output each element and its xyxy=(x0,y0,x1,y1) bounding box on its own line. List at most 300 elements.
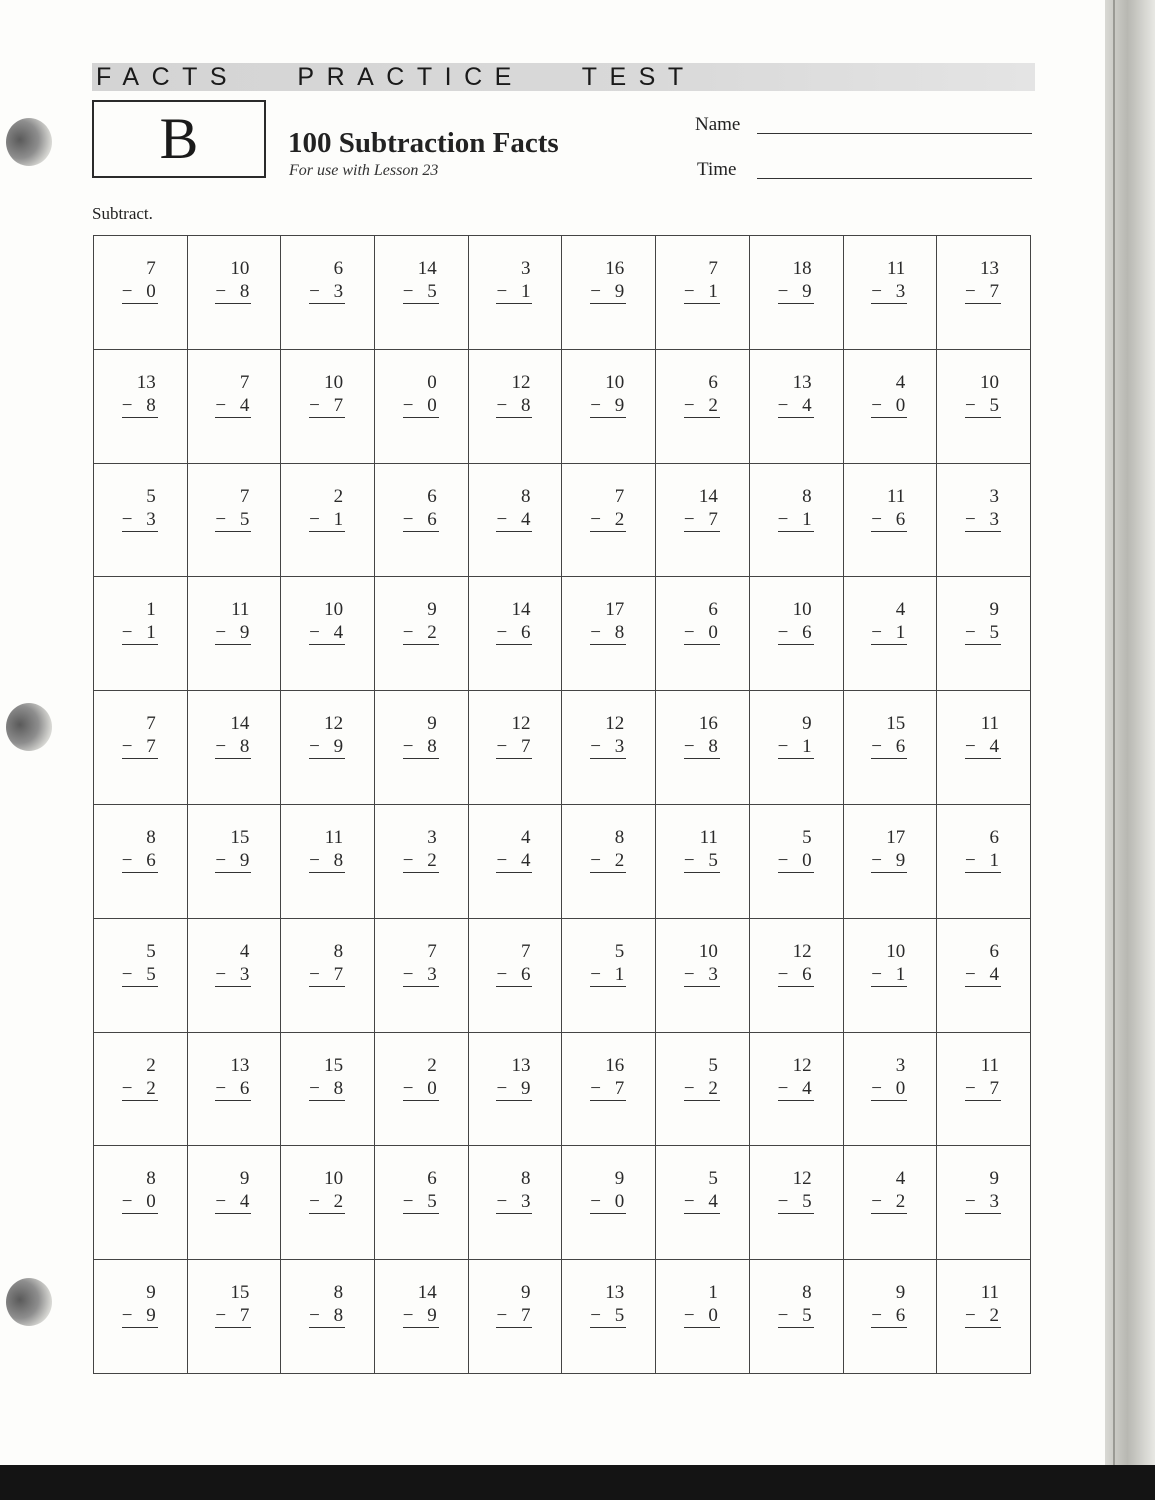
minus-sign: − xyxy=(121,1191,133,1213)
minus-sign: − xyxy=(590,1305,601,1327)
problem-cell[interactable] xyxy=(844,236,938,350)
subtraction-problem xyxy=(403,485,439,532)
problem-cell[interactable] xyxy=(188,919,282,1033)
problem-cell[interactable] xyxy=(281,236,375,350)
subtrahend: 8 xyxy=(146,394,156,416)
subtrahend-line xyxy=(215,395,251,418)
subtraction-problem xyxy=(122,485,158,532)
minus-sign: − xyxy=(777,622,789,644)
minus-sign: − xyxy=(309,1077,320,1099)
minus-sign: − xyxy=(309,963,320,985)
subtrahend: 5 xyxy=(427,1191,437,1213)
subtrahend: 8 xyxy=(427,736,437,758)
problem-cell[interactable] xyxy=(281,350,375,464)
problem-cell[interactable] xyxy=(656,1146,750,1260)
minuend: 1 xyxy=(708,1282,718,1304)
subtrahend-line xyxy=(403,1191,439,1214)
problem-cell[interactable] xyxy=(469,1033,563,1147)
problem-cell[interactable] xyxy=(750,464,844,578)
problem-cell[interactable] xyxy=(281,464,375,578)
subtrahend-line xyxy=(871,736,907,759)
subtrahend: 9 xyxy=(427,1305,437,1327)
minus-sign: − xyxy=(496,1191,508,1213)
problem-cell[interactable] xyxy=(188,350,282,464)
minus-sign: − xyxy=(121,508,133,530)
problem-cell[interactable] xyxy=(562,577,656,691)
problem-cell[interactable] xyxy=(562,691,656,805)
problem-grid xyxy=(93,235,1031,1374)
subtrahend: 6 xyxy=(895,1305,906,1327)
minuend: 6 xyxy=(427,1168,437,1190)
minuend: 7 xyxy=(708,258,718,279)
minus-sign: − xyxy=(777,850,789,871)
subtrahend: 8 xyxy=(333,1305,344,1327)
minuend: 12 xyxy=(324,713,344,735)
problem-cell[interactable] xyxy=(844,691,938,805)
subtrahend-line xyxy=(309,1305,345,1328)
time-field[interactable] xyxy=(757,178,1032,179)
subtrahend-line xyxy=(309,964,345,987)
minuend: 4 xyxy=(239,940,250,962)
subtraction-problem xyxy=(122,598,158,645)
minus-sign: − xyxy=(683,963,695,985)
test-letter-box xyxy=(92,100,266,178)
subtrahend-line xyxy=(403,281,439,304)
minuend: 10 xyxy=(886,940,906,962)
subtrahend-line xyxy=(965,1078,1001,1101)
subtraction-problem xyxy=(590,1281,626,1328)
subtrahend-line xyxy=(122,509,158,532)
subtraction-problem xyxy=(590,940,626,987)
problem-cell[interactable] xyxy=(188,1146,282,1260)
problem-cell[interactable] xyxy=(844,1260,938,1374)
problem-cell[interactable] xyxy=(750,1260,844,1374)
problem-cell[interactable] xyxy=(281,1033,375,1147)
subtrahend-line xyxy=(778,1305,814,1328)
subtrahend: 8 xyxy=(614,622,625,644)
problem-cell[interactable] xyxy=(281,577,375,691)
subtrahend: 8 xyxy=(708,736,718,758)
subtrahend-line xyxy=(496,1078,532,1101)
problem-cell[interactable] xyxy=(656,805,750,919)
problem-cell[interactable] xyxy=(188,805,282,919)
minuend: 0 xyxy=(427,371,437,393)
minus-sign: − xyxy=(496,622,508,644)
subtrahend: 4 xyxy=(239,394,250,416)
problem-cell[interactable] xyxy=(94,919,188,1033)
minuend: 5 xyxy=(802,827,812,848)
minuend: 9 xyxy=(239,1168,250,1190)
minus-sign: − xyxy=(215,963,227,985)
problem-cell[interactable] xyxy=(94,236,188,350)
subtrahend-line xyxy=(215,736,251,759)
problem-cell[interactable] xyxy=(937,805,1031,919)
problem-cell[interactable] xyxy=(750,805,844,919)
problem-cell[interactable] xyxy=(469,919,563,1033)
problem-cell[interactable] xyxy=(656,1033,750,1147)
subtraction-problem xyxy=(590,485,626,532)
subtraction-problem xyxy=(684,257,720,304)
problem-cell[interactable] xyxy=(937,236,1031,350)
minuend: 11 xyxy=(980,713,999,735)
problem-cell[interactable] xyxy=(375,350,469,464)
minus-sign: − xyxy=(777,281,789,302)
subtrahend-line xyxy=(309,281,345,304)
problem-cell[interactable] xyxy=(562,350,656,464)
minuend: 14 xyxy=(230,713,250,735)
subtraction-problem xyxy=(684,712,720,759)
subtraction-problem xyxy=(309,257,345,304)
minuend: 9 xyxy=(989,1168,999,1190)
minuend: 9 xyxy=(614,1168,625,1190)
subtrahend-line xyxy=(309,850,345,873)
subtrahend: 6 xyxy=(146,850,156,871)
minuend: 8 xyxy=(802,485,812,507)
problem-cell[interactable] xyxy=(937,691,1031,805)
subtrahend-line xyxy=(684,736,720,759)
minuend: 3 xyxy=(427,827,437,848)
minus-sign: − xyxy=(496,963,508,985)
problem-cell[interactable] xyxy=(937,919,1031,1033)
minus-sign: − xyxy=(683,1191,695,1213)
minuend: 15 xyxy=(230,827,250,848)
problem-cell[interactable] xyxy=(562,919,656,1033)
minuend: 9 xyxy=(802,713,812,735)
problem-cell[interactable] xyxy=(844,805,938,919)
subtrahend-line xyxy=(590,395,626,418)
problem-cell[interactable] xyxy=(562,805,656,919)
subtrahend: 7 xyxy=(989,281,999,302)
minus-sign: − xyxy=(871,281,883,302)
minuend: 14 xyxy=(417,1282,437,1304)
minus-sign: − xyxy=(215,394,227,416)
binder-hole xyxy=(6,703,52,751)
problem-cell[interactable] xyxy=(937,350,1031,464)
subtrahend-line xyxy=(590,964,626,987)
problem-cell[interactable] xyxy=(94,691,188,805)
subtrahend-line xyxy=(684,1078,720,1101)
problem-cell[interactable] xyxy=(94,1146,188,1260)
minus-sign: − xyxy=(871,850,883,871)
minuend: 12 xyxy=(792,1168,812,1190)
subtrahend-line xyxy=(122,850,158,873)
problem-cell[interactable] xyxy=(375,577,469,691)
subtraction-problem xyxy=(403,598,439,645)
problem-cell[interactable] xyxy=(656,691,750,805)
subtraction-problem xyxy=(778,1281,814,1328)
problem-cell[interactable] xyxy=(656,350,750,464)
minuend: 11 xyxy=(699,827,718,848)
minus-sign: − xyxy=(402,850,414,871)
minus-sign: − xyxy=(590,1077,601,1099)
subtraction-problem xyxy=(778,371,814,418)
minus-sign: − xyxy=(496,1077,508,1099)
problem-cell[interactable] xyxy=(94,464,188,578)
minus-sign: − xyxy=(777,963,789,985)
test-letter: B xyxy=(159,106,199,171)
problem-cell[interactable] xyxy=(188,577,282,691)
problem-cell[interactable] xyxy=(375,1260,469,1374)
subtraction-problem xyxy=(871,485,907,532)
subtrahend-line xyxy=(496,964,532,987)
problem-cell[interactable] xyxy=(656,577,750,691)
problem-cell[interactable] xyxy=(937,577,1031,691)
subtrahend: 2 xyxy=(333,1191,344,1213)
minuend: 5 xyxy=(708,1168,718,1190)
name-field[interactable] xyxy=(757,133,1032,134)
subtrahend: 0 xyxy=(708,1305,718,1327)
subtrahend-line xyxy=(215,1191,251,1214)
subtrahend: 0 xyxy=(708,622,718,644)
problem-cell[interactable] xyxy=(844,1146,938,1260)
subtrahend: 4 xyxy=(802,394,812,416)
subtrahend-line xyxy=(215,1078,251,1101)
minus-sign: − xyxy=(215,1191,227,1213)
subtrahend-line xyxy=(122,622,158,645)
subtrahend: 6 xyxy=(520,963,531,985)
subtrahend-line xyxy=(309,1191,345,1214)
subtraction-problem xyxy=(965,1167,1001,1214)
subtraction-problem xyxy=(684,1281,720,1328)
problem-cell[interactable] xyxy=(844,350,938,464)
problem-cell[interactable] xyxy=(375,691,469,805)
problem-cell[interactable] xyxy=(469,1146,563,1260)
subtrahend: 9 xyxy=(614,281,625,302)
minus-sign: − xyxy=(121,850,133,871)
problem-cell[interactable] xyxy=(94,350,188,464)
problem-cell[interactable] xyxy=(562,1033,656,1147)
minus-sign: − xyxy=(402,394,414,416)
subtrahend: 4 xyxy=(708,1191,718,1213)
problem-cell[interactable] xyxy=(469,805,563,919)
minuend: 12 xyxy=(511,371,531,393)
minuend: 4 xyxy=(895,371,906,393)
subtraction-problem xyxy=(215,485,251,532)
minuend: 9 xyxy=(895,1282,906,1304)
problem-cell[interactable] xyxy=(937,1260,1031,1374)
subtraction-problem xyxy=(778,257,814,304)
time-label: Time xyxy=(697,159,737,180)
subtrahend-line xyxy=(778,850,814,873)
subtrahend-line xyxy=(871,850,907,873)
minus-sign: − xyxy=(402,622,414,644)
problem-cell[interactable] xyxy=(562,236,656,350)
minuend: 10 xyxy=(324,1168,344,1190)
minuend: 3 xyxy=(989,485,999,507)
subtraction-problem xyxy=(871,712,907,759)
minuend: 15 xyxy=(324,1054,344,1076)
subtrahend: 0 xyxy=(427,1077,437,1099)
problem-cell[interactable] xyxy=(469,691,563,805)
subtrahend: 5 xyxy=(989,394,999,416)
problem-cell[interactable] xyxy=(94,1033,188,1147)
problem-cell[interactable] xyxy=(656,464,750,578)
subtrahend: 5 xyxy=(708,850,718,871)
problem-cell[interactable] xyxy=(750,1033,844,1147)
subtraction-problem xyxy=(403,1054,439,1101)
test-title: 100 Subtraction Facts xyxy=(288,127,559,159)
problem-cell[interactable] xyxy=(188,464,282,578)
problem-cell[interactable] xyxy=(750,236,844,350)
problem-cell[interactable] xyxy=(94,1260,188,1374)
minuend: 13 xyxy=(605,1282,625,1304)
problem-cell[interactable] xyxy=(188,1033,282,1147)
subtraction-problem xyxy=(590,826,626,873)
subtrahend-line xyxy=(965,281,1001,304)
problem-cell[interactable] xyxy=(94,805,188,919)
subtraction-problem xyxy=(403,371,439,418)
subtrahend-line xyxy=(778,509,814,532)
subtrahend: 7 xyxy=(146,736,156,758)
minuend: 11 xyxy=(324,827,344,848)
problem-cell[interactable] xyxy=(750,919,844,1033)
minus-sign: − xyxy=(496,850,508,871)
subtrahend-line xyxy=(590,622,626,645)
subtraction-problem xyxy=(403,1281,439,1328)
minuend: 5 xyxy=(146,485,156,507)
subtrahend-line xyxy=(122,281,158,304)
binder-hole xyxy=(6,118,52,166)
subtraction-problem xyxy=(496,826,532,873)
subtrahend: 1 xyxy=(802,736,812,758)
subtrahend-line xyxy=(871,281,907,304)
subtrahend: 7 xyxy=(989,1077,999,1099)
subtrahend: 5 xyxy=(989,622,999,644)
minuend: 7 xyxy=(239,371,250,393)
minuend: 7 xyxy=(239,485,250,507)
problem-cell[interactable] xyxy=(281,1146,375,1260)
subtraction-problem xyxy=(684,1167,720,1214)
minuend: 12 xyxy=(792,940,812,962)
problem-cell[interactable] xyxy=(562,1146,656,1260)
minuend: 2 xyxy=(333,485,344,507)
subtraction-problem xyxy=(215,712,251,759)
subtrahend: 8 xyxy=(520,394,531,416)
problem-cell[interactable] xyxy=(375,805,469,919)
problem-cell[interactable] xyxy=(469,577,563,691)
subtrahend-line xyxy=(778,395,814,418)
subtraction-problem xyxy=(965,371,1001,418)
subtrahend-line xyxy=(871,1305,907,1328)
problem-cell[interactable] xyxy=(562,464,656,578)
subtrahend-line xyxy=(215,964,251,987)
subtraction-problem xyxy=(590,257,626,304)
minuend: 15 xyxy=(886,713,906,735)
subtraction-problem xyxy=(215,1281,251,1328)
subtrahend-line xyxy=(496,1305,532,1328)
problem-cell[interactable] xyxy=(375,1146,469,1260)
problem-cell[interactable] xyxy=(281,805,375,919)
problem-cell[interactable] xyxy=(937,1033,1031,1147)
minus-sign: − xyxy=(402,508,414,530)
minuend: 6 xyxy=(708,371,718,393)
subtrahend: 1 xyxy=(333,508,344,530)
subtrahend-line xyxy=(215,509,251,532)
subtrahend-line xyxy=(965,395,1001,418)
problem-cell[interactable] xyxy=(188,236,282,350)
problem-cell[interactable] xyxy=(656,919,750,1033)
subtrahend-line xyxy=(122,736,158,759)
minus-sign: − xyxy=(590,394,601,416)
problem-cell[interactable] xyxy=(844,577,938,691)
subtrahend: 7 xyxy=(520,1305,531,1327)
problem-cell[interactable] xyxy=(656,1260,750,1374)
minuend: 8 xyxy=(333,1282,344,1304)
subtrahend: 0 xyxy=(146,281,156,302)
subtraction-problem xyxy=(778,940,814,987)
problem-cell[interactable] xyxy=(375,919,469,1033)
problem-cell[interactable] xyxy=(469,464,563,578)
minuend: 7 xyxy=(614,485,625,507)
subtraction-problem xyxy=(215,940,251,987)
subtrahend-line xyxy=(309,622,345,645)
problem-cell[interactable] xyxy=(281,919,375,1033)
subtrahend-line xyxy=(871,622,907,645)
subtraction-problem xyxy=(965,1054,1001,1101)
problem-cell[interactable] xyxy=(750,1146,844,1260)
problem-cell[interactable] xyxy=(750,350,844,464)
subtraction-problem xyxy=(684,371,720,418)
subtrahend-line xyxy=(590,736,626,759)
problem-cell[interactable] xyxy=(281,1260,375,1374)
page-edge xyxy=(1105,0,1155,1465)
minuend: 9 xyxy=(989,599,999,621)
problem-cell[interactable] xyxy=(469,1260,563,1374)
problem-cell[interactable] xyxy=(281,691,375,805)
subtraction-problem xyxy=(590,598,626,645)
minuend: 8 xyxy=(520,1168,531,1190)
subtraction-problem xyxy=(309,1054,345,1101)
subtraction-problem xyxy=(122,257,158,304)
problem-cell[interactable] xyxy=(937,464,1031,578)
minuend: 8 xyxy=(333,940,344,962)
subtraction-problem xyxy=(965,712,1001,759)
problem-cell[interactable] xyxy=(188,1260,282,1374)
problem-cell[interactable] xyxy=(94,577,188,691)
problem-cell[interactable] xyxy=(562,1260,656,1374)
subtrahend: 4 xyxy=(989,736,999,758)
subtrahend-line xyxy=(965,622,1001,645)
problem-cell[interactable] xyxy=(188,691,282,805)
problem-cell[interactable] xyxy=(937,1146,1031,1260)
subtrahend-line xyxy=(403,1305,439,1328)
problem-cell[interactable] xyxy=(469,236,563,350)
subtraction-problem xyxy=(122,371,158,418)
problem-cell[interactable] xyxy=(375,236,469,350)
minus-sign: − xyxy=(309,1191,320,1213)
problem-cell[interactable] xyxy=(375,464,469,578)
subtraction-problem xyxy=(215,826,251,873)
problem-cell[interactable] xyxy=(844,1033,938,1147)
minuend: 10 xyxy=(979,371,999,393)
minuend: 2 xyxy=(146,1054,156,1076)
problem-cell[interactable] xyxy=(750,691,844,805)
problem-cell[interactable] xyxy=(750,577,844,691)
minuend: 9 xyxy=(427,599,437,621)
subtrahend-line xyxy=(590,509,626,532)
problem-cell[interactable] xyxy=(844,919,938,1033)
subtrahend-line xyxy=(684,509,720,532)
problem-cell[interactable] xyxy=(844,464,938,578)
problem-cell[interactable] xyxy=(469,350,563,464)
minuend: 1 xyxy=(146,599,156,621)
minuend: 14 xyxy=(417,258,437,279)
minus-sign: − xyxy=(121,1305,133,1327)
problem-cell[interactable] xyxy=(375,1033,469,1147)
subtraction-problem xyxy=(122,1281,158,1328)
problem-cell[interactable] xyxy=(656,236,750,350)
subtraction-problem xyxy=(965,940,1001,987)
